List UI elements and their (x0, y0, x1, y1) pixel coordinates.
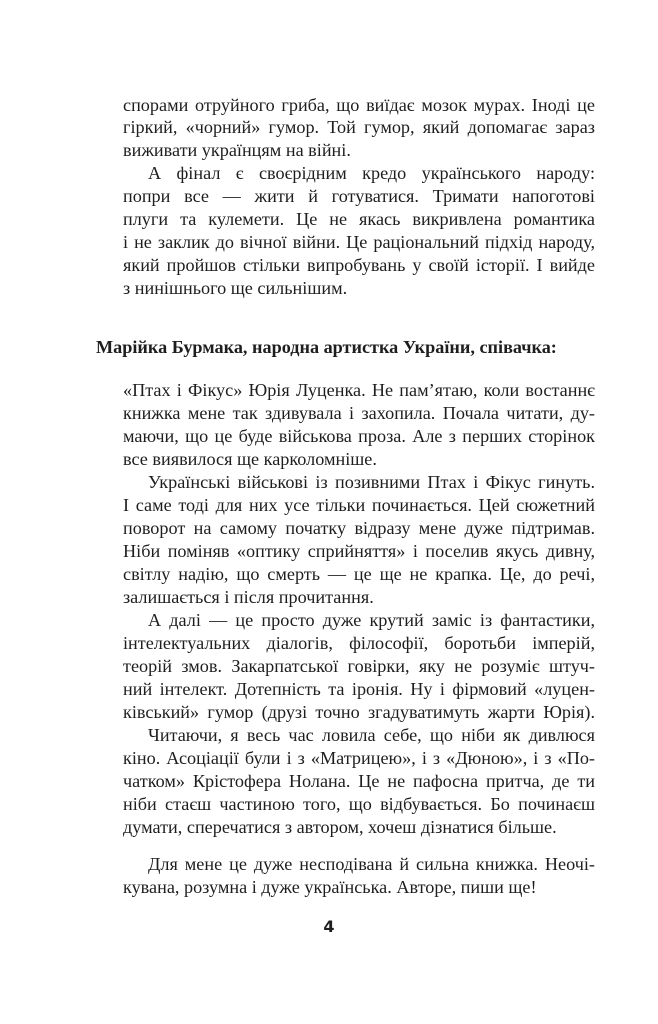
text-line: ніби стаєш частиною того, що відбувається. Бо починаєш (123, 794, 595, 814)
text-line: думати, сперечатися з автором, хочеш дізнатися більше. (123, 817, 557, 837)
text-line: попри все — жити й готуватися. Тримати напоготові (123, 186, 595, 206)
text-line: світлу надію, що смерть — це ще не крапка. Це, до речі, (123, 564, 595, 584)
text-line: плуги та кулемети. Це не якась викривлена романтика (123, 209, 595, 229)
text-line: Українські військові із позивними Птах і Фікус гинуть. (148, 472, 595, 492)
text-line: чатком» Крістофера Нолана. Це не пафосна притча, де ти (123, 771, 595, 791)
text-line: Ніби поміняв «оптику сприйняття» і поселив якусь дивну, (123, 541, 595, 561)
text-line: який пройшов стільки випробувань у своїй історії. І вийде (123, 255, 595, 275)
text-line: ківський» гумор (друзі точно згадуватимуть жарти Юрія). (123, 702, 595, 722)
section-heading: Марійка Бурмака, народна артистка України, співачка: (96, 337, 557, 357)
text-line: Читаючи, я весь час ловила себе, що ніби як дивлюся (148, 725, 595, 745)
text-line: ний інтелект. Дотепність та іронія. Ну і фірмовий «луцен- (123, 679, 595, 699)
text-line: виживати українцям на війні. (123, 140, 351, 160)
text-line: А фінал є своєрідним кредо українського народу: (148, 163, 595, 183)
text-line: інтелектуальних діалогів, філософії, боротьби імперій, (123, 633, 595, 653)
text-line: маючи, що це буде військова проза. Але з перших сторінок (123, 426, 595, 446)
page-number: 4 (323, 917, 335, 936)
text-line: книжка мене так здивувала і захопила. Почала читати, ду- (123, 403, 595, 423)
text-line: спорами отруйного гриба, що виїдає мозок мурах. Іноді це (123, 95, 595, 115)
text-line: все виявилося ще карколомніше. (123, 449, 377, 469)
text-line: І саме тоді для них усе тільки починається. Цей сюжетний (123, 495, 595, 515)
text-line: і не заклик до вічної війни. Це раціональний підхід народу, (123, 232, 595, 252)
text-line: кіно. Асоціації були і з «Матрицею», і з «Дюною», і з «По- (123, 748, 595, 768)
text-line: залишається і після прочитання. (123, 587, 374, 607)
text-line: з нинішнього ще сильнішим. (123, 278, 348, 298)
text-line: Для мене це дуже несподівана й сильна книжка. Неочі- (148, 854, 595, 874)
text-line: кувана, розумна і дуже українська. Авторе, пиши ще! (123, 877, 537, 897)
text-line: «Птах і Фікус» Юрія Луценка. Не пам’ятаю, коли востаннє (123, 380, 595, 400)
text-line: гіркий, «чорний» гумор. Той гумор, який допомагає зараз (123, 117, 595, 137)
text-line: А далі — це просто дуже крутий заміс із фантастики, (148, 610, 595, 630)
text-line: теорій змов. Закарпатської говірки, яку не розуміє штуч- (123, 656, 595, 676)
text-line: поворот на самому початку відразу мене дуже підтримав. (123, 518, 595, 538)
